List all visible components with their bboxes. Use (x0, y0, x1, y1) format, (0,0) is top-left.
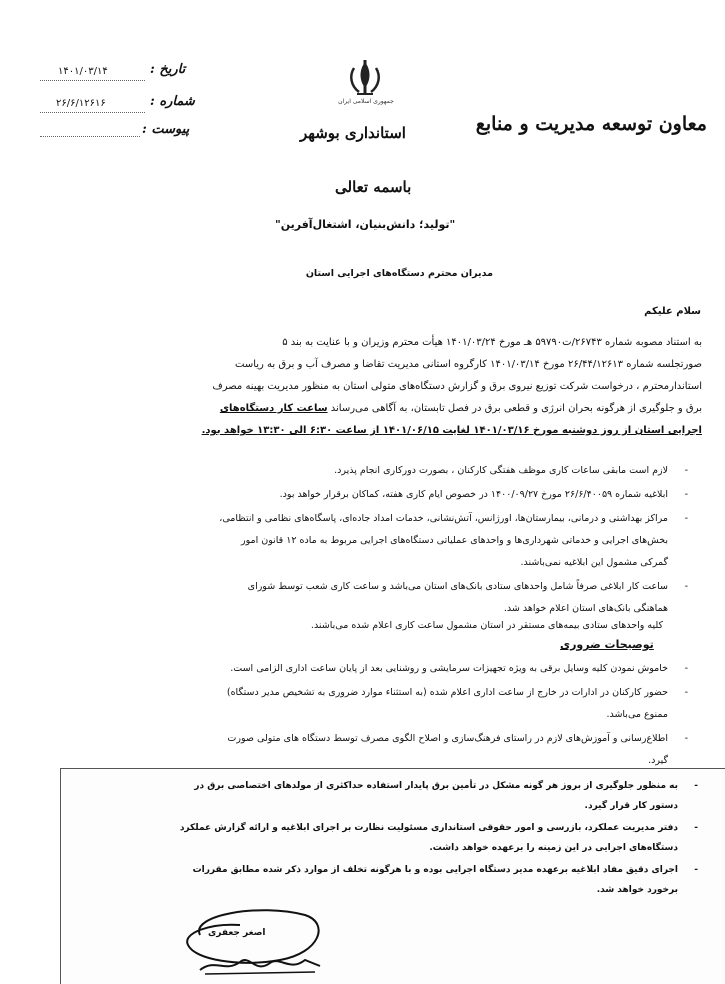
list-item: - لازم است مابقی ساعات کاری موظف هفتگی کارکنان ، بصورت دورکاری انجام پذیرد. (334, 465, 688, 476)
greeting: سلام علیکم (644, 306, 701, 317)
list-item: - ابلاغیه شماره ۲۶/۶/۴۰۰۵۹ مورخ ۱۴۰۰/۰۹/۲۷ در خصوص ایام کاری هفته، کماکان برقرار خواهد بود. (279, 489, 688, 500)
list-item: - خاموش نمودن کلیه وسایل برقی به ویژه تجهیزات سرمایشی و روشنایی بعد از پایان ساعت اداری الزامی است. (230, 663, 688, 674)
date-dotline (40, 80, 145, 81)
insurance-note: کلیه واحدهای ستادی بیمه‌های مستقر در استان مشمول ساعت کاری اعلام شده می‌باشند. (310, 620, 663, 631)
body-line-emphasis: اجرایی استان از روز دوشنبه مورخ ۱۴۰۱/۰۳/۱۶ لغایت ۱۴۰۱/۰۶/۱۵ از ساعت ۶:۳۰ الی ۱۳:۳۰ خواهد بود. (201, 425, 702, 436)
signatory-name: اصغر جعفری (208, 928, 266, 938)
number-label: شماره : (150, 94, 195, 109)
attachment-dotline (40, 136, 140, 137)
date-label: تاریخ : (150, 62, 186, 77)
body-line: صورتجلسه شماره ۲۶/۴۴/۱۲۶۱۳ مورخ ۱۴۰۱/۰۳/۱۴ کارگروه استانی مدیریت تقاضا و مصرف آب و برق به ریاست (235, 359, 702, 370)
list-item: - دفتر مدیریت عملکرد، بازرسی و امور حقوقی استانداری مسئولیت نظارت بر اجرای ابلاغیه و ارائه گزارش عملکرد دستگاه‌های اجرایی در این زمینه را برعهده خواهد داشت. (179, 823, 698, 853)
department-name: معاون توسعه مدیریت و منابع (475, 113, 707, 135)
signature-scribble (195, 948, 325, 978)
addressee: مدیران محترم دستگاه‌های اجرایی استان (305, 268, 493, 279)
body-line: برق و جلوگیری از هرگونه بحران انرژی و قطعی برق در فصل تابستان، به آگاهی می‌رساند ساعت کار دستگاه‌های (219, 403, 702, 414)
directive-list (50, 460, 690, 622)
body-line: استاندارمحترم ، درخواست شرکت توزیع نیروی برق و گزارش دستگاه‌های متولی استان به منظور مدیریت بهینه مصرف (212, 381, 702, 392)
bottom-directive-list (70, 776, 700, 902)
body-line: به استناد مصوبه شماره ۲۶۷۴۳/ت۵۹۷۹۰ هـ مورخ ۱۴۰۱/۰۳/۲۴ هیأت محترم وزیران و با عنایت به بند ۵ (282, 337, 702, 348)
list-item: - مراکز بهداشتی و درمانی، بیمارستان‌ها، اورژانس، آتش‌نشانی، خدمات امداد جاده‌ای، پاسگاه‌های نظامی و انتظامی، بخش‌های اجرایی و خدماتی شهرداری‌ها و واحدهای عملیاتی دستگاه‌های اجرایی مربوط به ماده ۱۲ قانون امور گمرکی مشمول این ابلاغیه نمی‌باشند. (219, 513, 688, 568)
slogan: "تولید؛ دانش‌بنیان، اشتغال‌آفرین" (275, 218, 456, 231)
list-item: - اطلاع‌رسانی و آموزش‌های لازم در راستای فرهنگ‌سازی و اصلاح الگوی مصرف توسط دستگاه های متولی صورت گیرد. (227, 733, 688, 766)
organization-name: استانداری بوشهر (300, 124, 406, 142)
number-value: ۲۶/۶/۱۲۶۱۶ (56, 98, 106, 109)
list-item: - اجرای دقیق مفاد ابلاغیه برعهده مدیر دستگاه اجرایی بوده و با هرگونه تخلف از موارد ذکر شده مطابق مقررات برخورد خواهد شد. (192, 865, 698, 895)
list-item: - حضور کارکنان در ادارات در خارج از ساعت اداری اعلام شده (به استثناء موارد ضروری به تشخیص مدیر دستگاه) ممنوع می‌باشد. (226, 687, 688, 720)
work-hours-highlight: ساعت کار دستگاه‌های (219, 403, 328, 414)
list-item: - ساعت کار ابلاغی صرفاً شامل واحدهای ستادی بانک‌های استان می‌باشد و ساعت کاری شعب توسط شورای هماهنگی بانک‌های استان اعلام خواهد شد. (247, 581, 688, 614)
date-value: ۱۴۰۱/۰۳/۱۴ (58, 66, 108, 77)
attachment-label: پیوست : (142, 122, 190, 137)
recommendations-list (50, 658, 690, 774)
republic-caption: جمهوری اسلامی ایران (338, 98, 394, 105)
body-paragraph (62, 332, 702, 442)
number-dotline (40, 112, 145, 113)
list-item: - به منظور جلوگیری از بروز هر گونه مشکل در تأمین برق پایدار استفاده حداکثری از مولدهای اختصاصی برق در دستور کار قرار گیرد. (194, 781, 698, 811)
invocation: باسمه تعالی (335, 178, 412, 196)
recommendations-title: توصیحات ضروری (560, 638, 654, 651)
